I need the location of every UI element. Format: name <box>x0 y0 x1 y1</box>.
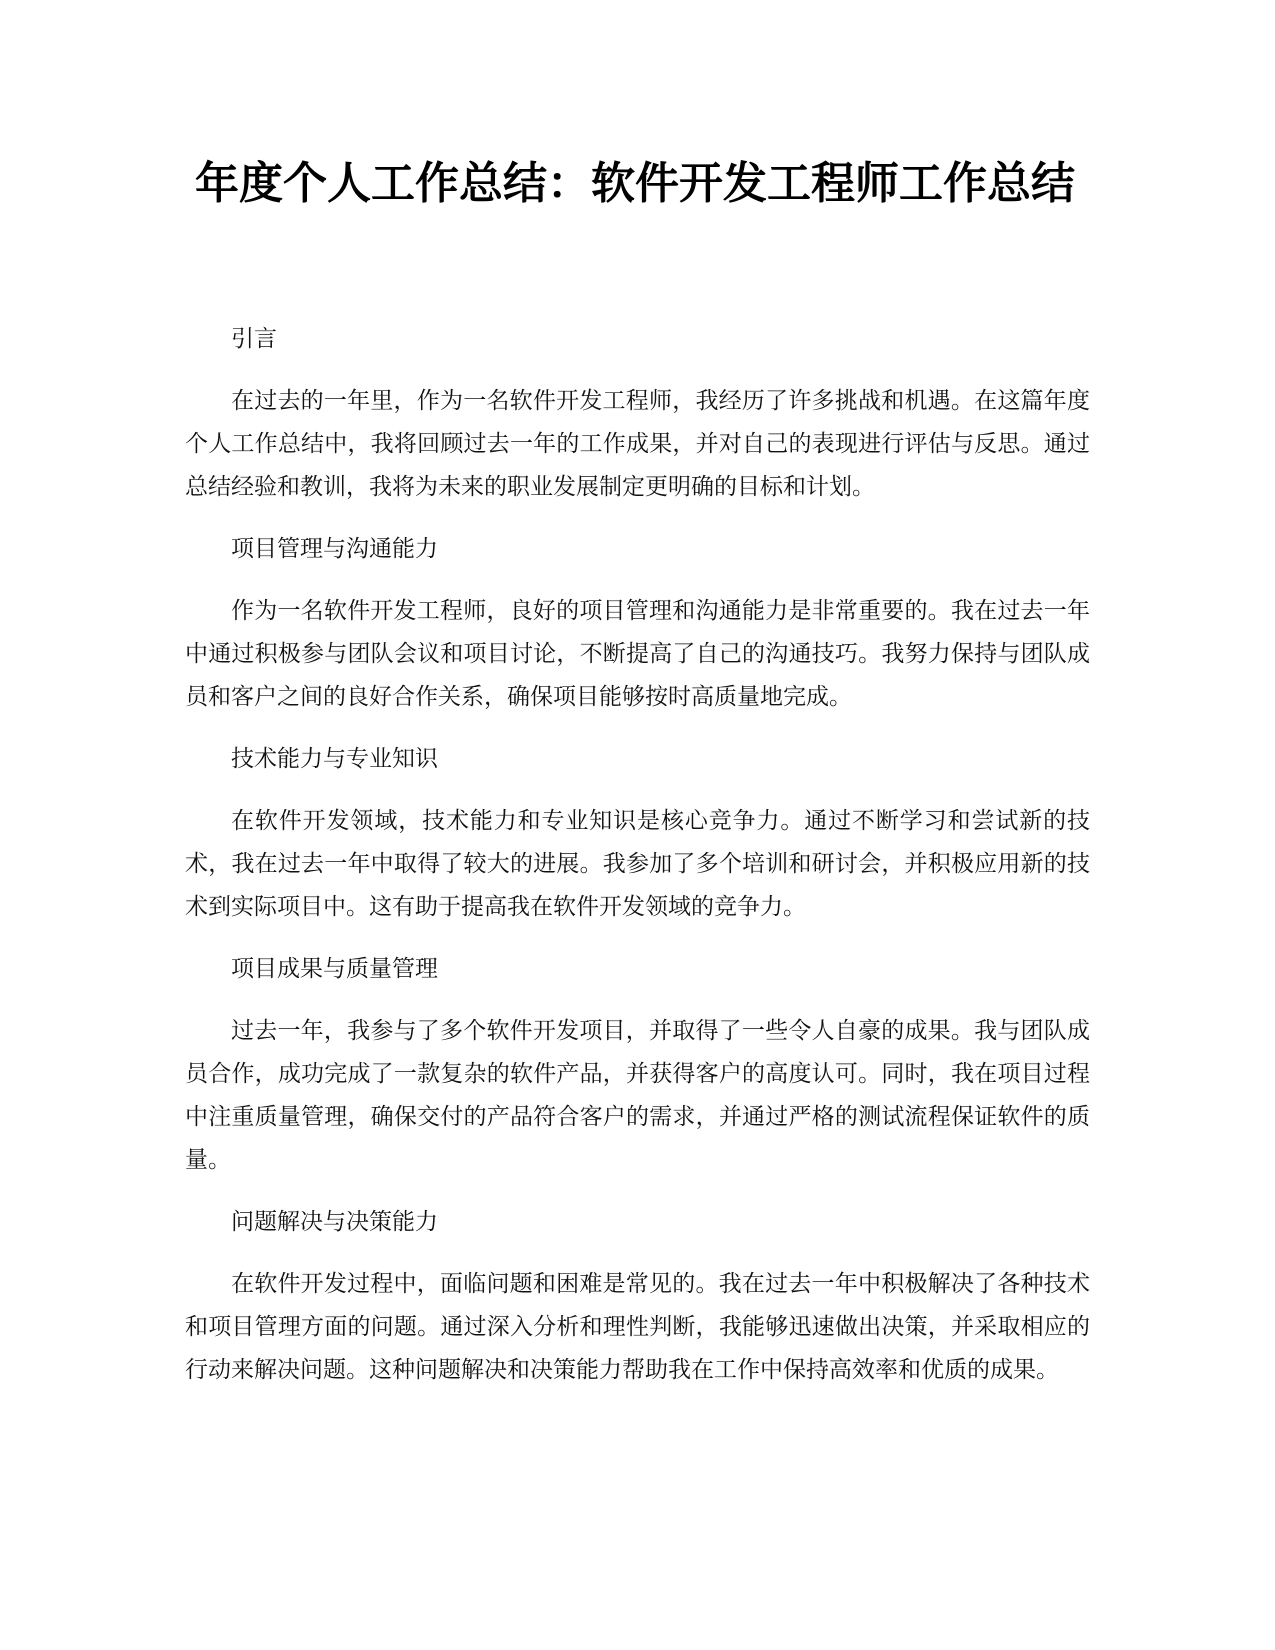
section-heading-technical-skills: 技术能力与专业知识 <box>231 746 438 772</box>
section-body-project-management: 作为一名软件开发工程师，良好的项目管理和沟通能力是非常重要的。我在过去一年中通过积极参与团队会议和项目讨论，不断提高了自己的沟通技巧。我努力保持与团队成员和客户之间的良好合作关系，确保项目能够按时高质量地完成。 <box>185 598 1090 710</box>
section-body-problem-solving: 在软件开发过程中，面临问题和困难是常见的。我在过去一年中积极解决了各种技术和项目管理方面的问题。通过深入分析和理性判断，我能够迅速做出决策，并采取相应的行动来解决问题。这种问题解决和决策能力帮助我在工作中保持高效率和优质的成果。 <box>185 1271 1090 1383</box>
section-body-project-results: 过去一年，我参与了多个软件开发项目，并取得了一些令人自豪的成果。我与团队成员合作，成功完成了一款复杂的软件产品，并获得客户的高度认可。同时，我在项目过程中注重质量管理，确保交付的产品符合客户的需求，并通过严格的测试流程保证软件的质量。 <box>185 1018 1090 1173</box>
section-heading-introduction: 引言 <box>231 326 277 352</box>
document-title: 年度个人工作总结：软件开发工程师工作总结 <box>195 158 1075 209</box>
section-body-technical-skills: 在软件开发领域，技术能力和专业知识是核心竞争力。通过不断学习和尝试新的技术，我在过去一年中取得了较大的进展。我参加了多个培训和研讨会，并积极应用新的技术到实际项目中。这有助于提高我在软件开发领域的竞争力。 <box>185 808 1090 920</box>
document-body <box>185 318 1090 1392</box>
section-heading-project-results: 项目成果与质量管理 <box>231 956 438 982</box>
section-heading-problem-solving: 问题解决与决策能力 <box>231 1209 438 1235</box>
section-body-introduction: 在过去的一年里，作为一名软件开发工程师，我经历了许多挑战和机遇。在这篇年度个人工作总结中，我将回顾过去一年的工作成果，并对自己的表现进行评估与反思。通过总结经验和教训，我将为未来的职业发展制定更明确的目标和计划。 <box>185 388 1090 500</box>
section-heading-project-management: 项目管理与沟通能力 <box>231 536 438 562</box>
